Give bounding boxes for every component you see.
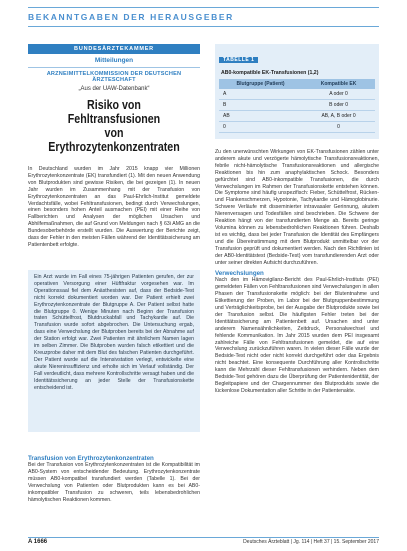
footer-rule bbox=[28, 537, 379, 538]
section-text-transfusion: Bei der Transfusion von Erythrozytenkonzentraten ist die Kompatibilität im AB0-System von entscheidender Bedeutung. Erythrozytenkonzentrate müssen AB0-kompatibel transfundiert werden (Tabelle 1). Bei der Verwechslung von Patienten oder Blutprodukten kann es bei AB0-inkompatibler Transfusion zu schweren, teils lebensbedrohlichen hämolytischen Reaktionen kommen. bbox=[28, 462, 200, 503]
left-column bbox=[28, 44, 200, 249]
case-report-text: Ein Arzt wurde im Fall eines 75-jährigen Patienten gerufen, der zur operativen Versorgung einer Hüftfraktur vorgesehen war. Im Operationssaal fiel dem Anästhesisten auf, dass der Bedside-Test nicht korrekt dokumentiert worden war. Der Patient erhielt zwei Erythrozytenkonzentrate der Blutgruppe A. Der Patient selbst hatte die Blutgruppe 0. Wenige Minuten nach Beginn der Transfusion traten Schüttelfrost, Blutdruckabfall und Tachykardie auf. Die Transfusion wurde sofort abgebrochen. Die Untersuchung ergab, dass eine Verwechslung der Blutproben bereits bei der Abnahme auf der Station erfolgt war. Zwei Patienten mit ähnlichem Namen lagen im selben Zimmer. Die Blutproben wurden falsch etikettiert und die Kreuzprobe daher mit dem Blut des falschen Patienten durchgeführt. Der Patient wurde auf die Intensivstation verlegt, entwickelte eine akute Niereninsuffizienz und erholte sich im Verlauf vollständig. Der Fall verdeutlicht, dass mehrere Kontrollschritte versagt haben und die Identitätssicherung an jeder Stelle der Transfusionskette entscheidend ist. bbox=[34, 274, 194, 391]
header-rule bbox=[28, 26, 379, 27]
table-caption: AB0-kompatible EK-Transfusionen (1,2) bbox=[221, 70, 319, 76]
organization-bar: BUNDESÄRZTEKAMMER bbox=[28, 44, 200, 54]
table-header-ek: Kompatible EK bbox=[302, 79, 375, 89]
case-report-box bbox=[28, 270, 200, 432]
table-box bbox=[215, 44, 379, 139]
table-cell-patient: A bbox=[219, 89, 302, 100]
right-column bbox=[215, 44, 379, 395]
compatibility-table bbox=[219, 79, 375, 133]
divider bbox=[28, 67, 200, 68]
series-label: „Aus der UAW-Datenbank“ bbox=[78, 86, 150, 92]
right-paragraph-1: Zu den unerwünschten Wirkungen von EK-Transfusionen zählen unter anderem akute und verzögerte hämolytische Transfusionsreaktionen, febrile nicht-hämolytische Transfusionsreaktionen und allergische Reaktionen bis hin zum anaphylaktischen Schock. Besonders gefürchtet sind AB0-inkompatible Transfusionen, die durch Verwechslungen im Rahmen der Transfusionskette entstehen können. Die Symptome sind häufig unspezifisch: Fieber, Schüttelfrost, Rücken- und Flankenschmerzen, Hypotonie, Tachykardie und Hämoglobinurie. Schwere Verläufe mit disseminierter intravasaler Gerinnung, akutem Nierenversagen und Todesfällen sind beschrieben. Die Schwere der Reaktion hängt von der transfundierten Menge ab. Bereits geringe Volumina können zu lebensbedrohlichen Reaktionen führen. Deshalb ist es wichtig, dass bei jeder Transfusion die Identität des Empfängers und die Übereinstimmung mit dem Blutprodukt unmittelbar vor der Transfusion geprüft und dokumentiert werden. Nach den Richtlinien ist der AB0-Identitätstest (Bedside-Test) vom transfundierenden Arzt oder unter seiner direkten Aufsicht durchzuführen. bbox=[215, 149, 379, 266]
title-line-1: Risiko von Fehltransfusionen bbox=[67, 97, 161, 126]
table-tag: TABELLE 1 bbox=[219, 57, 258, 63]
table-cell-patient: 0 bbox=[219, 122, 302, 133]
category-label: Mitteilungen bbox=[94, 57, 134, 64]
article-title bbox=[43, 98, 184, 154]
title-line-2: von Erythrozytenkonzentraten bbox=[48, 125, 180, 154]
table-cell-ek: 0 bbox=[302, 122, 375, 133]
table-cell-ek: AB, A, B oder 0 bbox=[302, 111, 375, 122]
table-cell-patient: AB bbox=[219, 111, 302, 122]
right-paragraph-2: Nach den im Hämovigilanz-Bericht des Paul-Ehrlich-Instituts (PEI) gemeldeten Fällen von Fehltransfusionen sind Verwechslungen in allen Phasen der Transfusionskette möglich: bei der Blutentnahme und Etikettierung der Proben, im Labor bei der Blutgruppenbestimmung und Verträglichkeitsprobe, bei der Ausgabe der Blutprodukte sowie bei der Transfusion selbst. Die häufigsten Fehler treten bei der Identitätssicherung am Patientenbett auf. Ursachen sind unter anderem Namensähnlichkeiten, Zeitdruck, Personalwechsel und fehlende Kommunikation. Im Jahr 2015 wurden dem PEI insgesamt zahlreiche Fälle von Fehltransfusionen gemeldet, die auf eine Verwechslung zurückzuführen waren. In vielen dieser Fälle wurde der Bedside-Test nicht oder nicht korrekt durchgeführt oder das Ergebnis nicht beachtet. Eine konsequente Durchführung aller Kontrollschritte kann die Mehrzahl dieser Fehltransfusionen verhindern. Neben dem Bedside-Test gehören dazu die Überprüfung der Patientenidentität, der Begleitpapiere und der Chargennummer des Blutprodukts sowie die lückenlose Dokumentation aller Schritte in der Patientenakte. bbox=[215, 277, 379, 394]
table-row bbox=[219, 111, 375, 122]
section-header: BEKANNTGABEN DER HERAUSGEBER bbox=[28, 12, 234, 22]
top-rule bbox=[28, 7, 379, 8]
page-number: A 1666 bbox=[28, 539, 48, 545]
section-heading-transfusion: Transfusion von Erythrozytenkonzentraten bbox=[28, 455, 154, 462]
table-cell-patient: B bbox=[219, 100, 302, 111]
intro-paragraph: In Deutschland wurden im Jahr 2015 knapp vier Millionen Erythrozytenkonzentrate (EK) transfundiert (1). Mit den neuen Anwendung von Blutprodukten sind gewisse Risiken, die bei gezeigen (1). In neuen Jahr wurden im Zusammenhang mit der Transfusion von Erythrozytenkonzentraten an das Paul-Ehrlich-Institut gemeldete Verdachtsfälle, wobei Fehltransfusionen, bedingt durch Verwechslungen, einen besonders hohen Anteil ausmachen (PEI) mit einer Reihe von Fallberichten und Analysen der möglichen Ursachen und Abhilfemaßnahmen, die auf Grund von Meldungen nach § 63i AMG an die Bundesoberbehörde erstellt wurden. Die Auswertung der Berichte zeigt, dass der Fehler in den meisten Fällen während der Identitätssicherung am Patientenbett erfolgte. bbox=[28, 166, 200, 248]
table-row bbox=[219, 100, 375, 111]
table-row bbox=[219, 122, 375, 133]
section-heading-verwechslungen: Verwechslungen bbox=[215, 270, 264, 278]
table-header-patient: Blutgruppe (Patient) bbox=[219, 79, 302, 89]
table-cell-ek: B oder 0 bbox=[302, 100, 375, 111]
left-bottom-section bbox=[28, 455, 200, 503]
journal-citation: Deutsches Ärzteblatt | Jg. 114 | Heft 37 | 15. September 2017 bbox=[243, 539, 379, 545]
table-header-row bbox=[219, 79, 375, 89]
commission-label: ARZNEIMITTELKOMMISSION DER DEUTSCHEN ÄRZTESCHAFT bbox=[46, 71, 182, 83]
table-row bbox=[219, 89, 375, 100]
table-cell-ek: A oder 0 bbox=[302, 89, 375, 100]
